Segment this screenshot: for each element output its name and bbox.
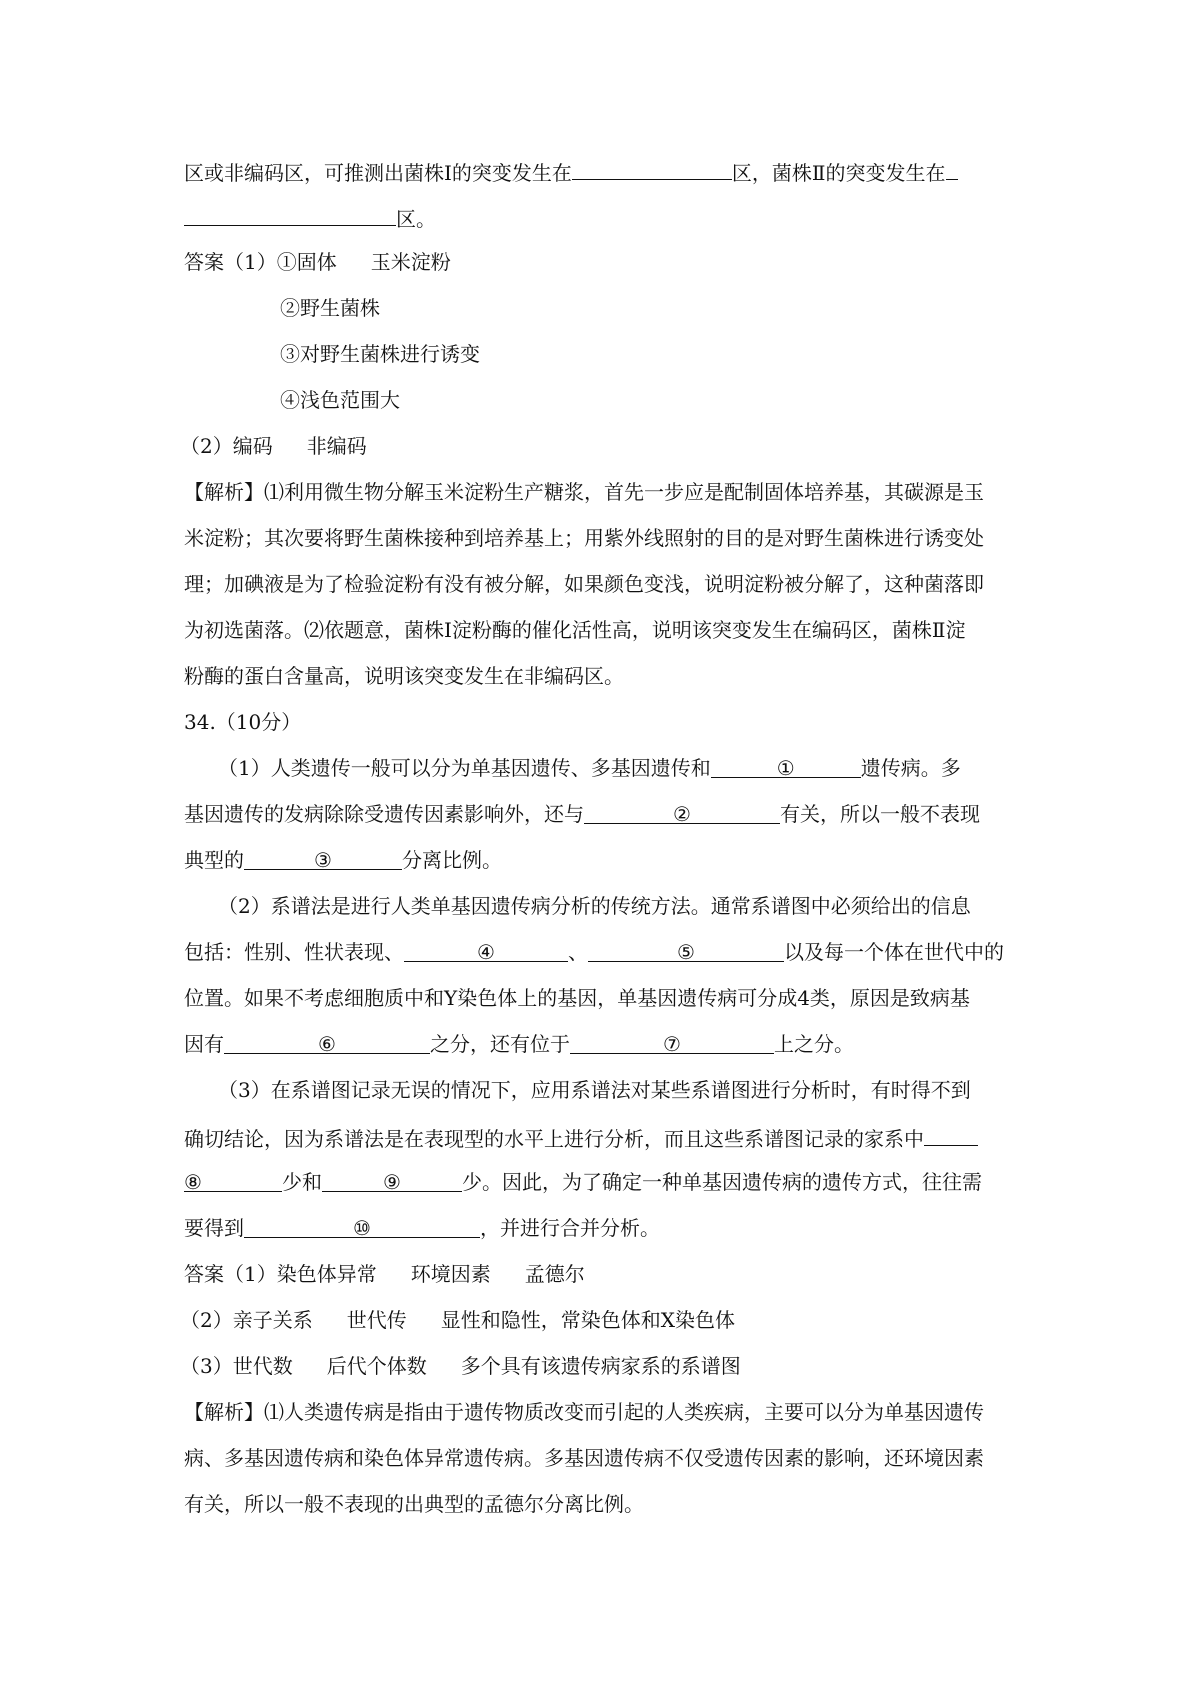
blank-10: ⑩ (244, 1213, 480, 1238)
q34-line-1 (218, 753, 1068, 783)
q34-line-6: 位置。如果不考虑细胞质中和Y染色体上的基因，单基因遗传病可分成4类，原因是致病基 (184, 986, 970, 1010)
answer-1-line-2 (280, 293, 1130, 323)
q34-text: 包括：性别、性状表现、 (184, 940, 404, 964)
answer-1-line-5 (180, 431, 1030, 461)
q34-line-11 (184, 1213, 1034, 1243)
q34-line-9 (184, 1121, 1034, 1154)
answer-2-line-3 (180, 1351, 1030, 1381)
q34-text: 之分，还有位于 (430, 1032, 570, 1056)
q34-text: 少。因此，为了确定一种单基因遗传病的遗传方式，往往需 (462, 1170, 982, 1194)
answer-1-line-1 (184, 247, 1034, 277)
answer-text: 多个具有该遗传病家系的系谱图 (460, 1354, 741, 1378)
blank (946, 155, 958, 180)
blank-1: ① (711, 753, 861, 778)
answer-text: （2）亲子关系 (180, 1308, 313, 1332)
q34-text: 典型的 (184, 848, 244, 872)
q34-line-5 (184, 937, 1034, 967)
analysis-1-line-1: 【解析】⑴利用微生物分解玉米淀粉生产糖浆，首先一步应是配制固体培养基，其碳源是玉 (184, 480, 984, 504)
blank-8-start (924, 1121, 978, 1146)
q34-line-2 (184, 799, 1034, 829)
q34-text: 分离比例。 (402, 848, 502, 872)
answer-text: 显性和隐性，常染色体和X染色体 (440, 1308, 735, 1332)
analysis-1-line-4: 为初选菌落。⑵依题意，菌株Ⅰ淀粉酶的催化活性高，说明该突变发生在编码区，菌株Ⅱ淀 (184, 618, 966, 642)
q34-text: 因有 (184, 1032, 224, 1056)
q33-text: 区或非编码区，可推测出菌株Ⅰ的突变发生在 (184, 161, 572, 185)
q34-text: ，并进行合并分析。 (480, 1216, 660, 1240)
answer-2-line-2 (180, 1305, 1030, 1335)
blank-3: ③ (244, 845, 402, 870)
q34-text: 以及每一个体在世代中的 (784, 940, 1004, 964)
q34-text: 有关，所以一般不表现 (780, 802, 980, 826)
analysis-2-line-3: 有关，所以一般不表现的出典型的孟德尔分离比例。 (184, 1492, 644, 1516)
question-34-heading: 34.（10分） (184, 710, 302, 734)
q34-line-8: （3）在系谱图记录无误的情况下，应用系谱法对某些系谱图进行分析时，有时得不到 (218, 1078, 971, 1102)
q34-text: 少和 (282, 1170, 322, 1194)
answer-text: （3）世代数 (180, 1354, 293, 1378)
answer-text: ②野生菌株 (280, 296, 380, 320)
q33-line-2 (184, 201, 1034, 234)
q34-text: 上之分。 (774, 1032, 854, 1056)
answer-text: 玉米淀粉 (370, 250, 451, 274)
q34-text: （1）人类遗传一般可以分为单基因遗传、多基因遗传和 (218, 756, 711, 780)
blank-7: ⑦ (570, 1029, 774, 1054)
answer-text: 答案（1）染色体异常 (184, 1262, 377, 1286)
answer-text: ④浅色范围大 (280, 388, 400, 412)
blank-4: ④ (404, 937, 568, 962)
answer-1-line-4 (280, 385, 1130, 415)
analysis-1-line-2: 米淀粉；其次要将野生菌株接种到培养基上；用紫外线照射的目的是对野生菌株进行诱变处 (184, 526, 984, 550)
q34-text: 基因遗传的发病除除受遗传因素影响外，还与 (184, 802, 584, 826)
blank-8: ⑧ (184, 1167, 282, 1192)
analysis-1-line-3: 理；加碘液是为了检验淀粉有没有被分解，如果颜色变浅，说明淀粉被分解了，这种菌落即 (184, 572, 984, 596)
q34-line-7 (184, 1029, 1034, 1059)
q33-line-1 (184, 155, 1034, 188)
answer-text: 环境因素 (410, 1262, 491, 1286)
q34-line-3 (184, 845, 1034, 875)
blank-5: ⑤ (588, 937, 784, 962)
answer-text: 后代个体数 (326, 1354, 427, 1378)
answer-text: （2）编码 (180, 434, 273, 458)
answer-2-line-1 (184, 1259, 1034, 1289)
answer-text: 非编码 (306, 434, 367, 458)
q34-text: 、 (568, 940, 588, 964)
blank (572, 155, 732, 180)
q34-text: 要得到 (184, 1216, 244, 1240)
q33-text: 区。 (396, 207, 436, 231)
analysis-1-line-5: 粉酶的蛋白含量高，说明该突变发生在非编码区。 (184, 664, 624, 688)
q34-line-4: （2）系谱法是进行人类单基因遗传病分析的传统方法。通常系谱图中必须给出的信息 (218, 894, 971, 918)
analysis-2-line-2: 病、多基因遗传病和染色体异常遗传病。多基因遗传病不仅受遗传因素的影响，还环境因素 (184, 1446, 984, 1470)
q34-text: 遗传病。多 (860, 756, 961, 780)
q34-line-10 (184, 1167, 1034, 1197)
answer-text: 答案（1）①固体 (184, 250, 337, 274)
analysis-2-line-1: 【解析】⑴人类遗传病是指由于遗传物质改变而引起的人类疾病，主要可以分为单基因遗传 (184, 1400, 984, 1424)
q34-text: 确切结论，因为系谱法是在表现型的水平上进行分析，而且这些系谱图记录的家系中 (184, 1127, 924, 1151)
blank (184, 201, 396, 226)
answer-text: 孟德尔 (524, 1262, 585, 1286)
blank-9: ⑨ (322, 1167, 462, 1192)
blank-6: ⑥ (224, 1029, 430, 1054)
answer-text: ③对野生菌株进行诱变 (280, 342, 480, 366)
q33-text: 区，菌株Ⅱ的突变发生在 (731, 161, 946, 185)
answer-1-line-3 (280, 339, 1130, 369)
answer-text: 世代传 (346, 1308, 407, 1332)
blank-2: ② (584, 799, 780, 824)
